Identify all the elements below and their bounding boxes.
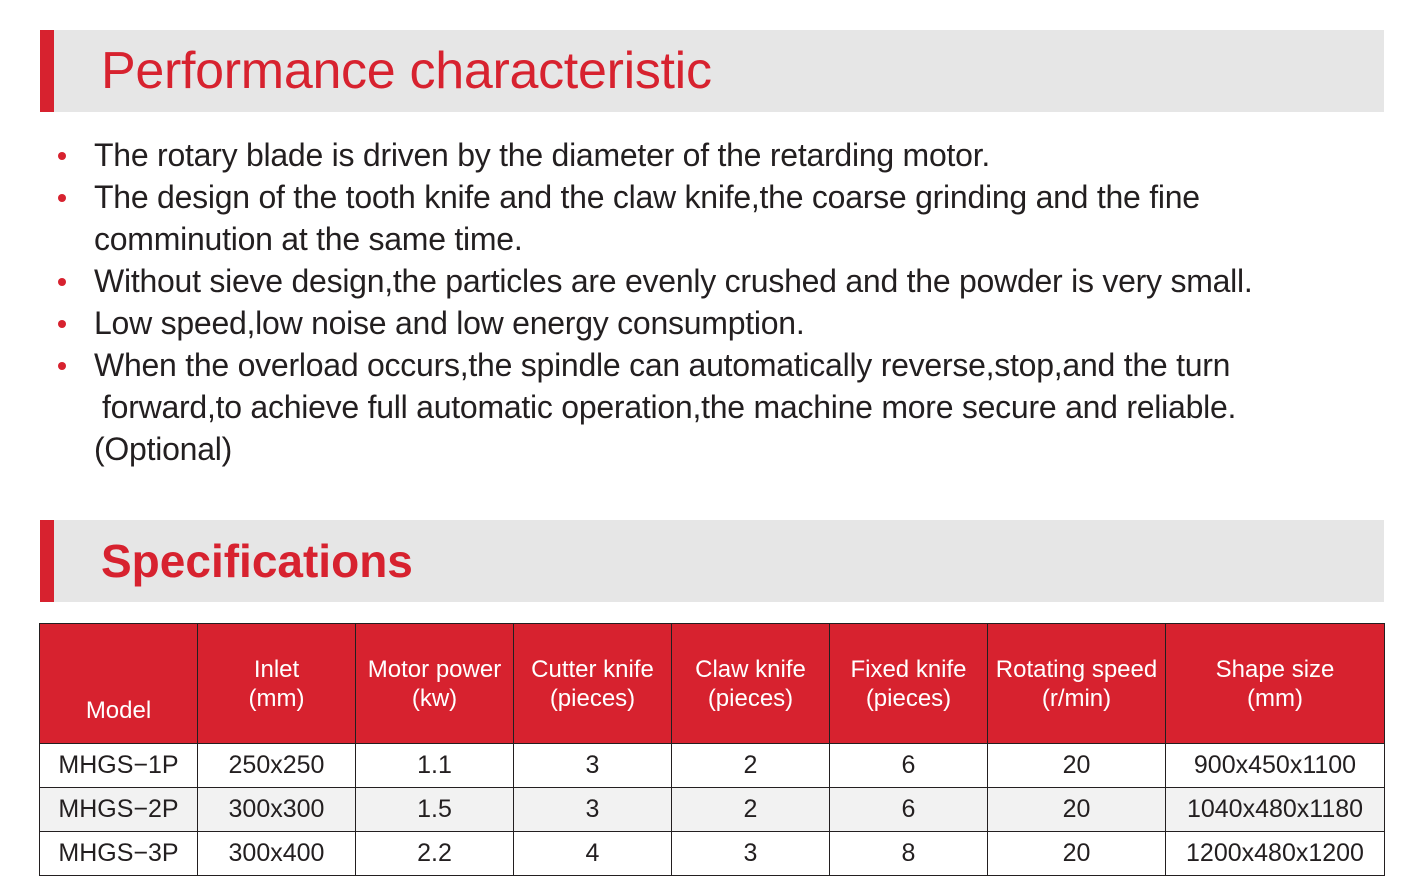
column-header-shape-size: Shape size (mm)	[1166, 624, 1385, 744]
column-header-cutter-knife: Cutter knife (pieces)	[514, 624, 672, 744]
table-row	[40, 744, 1385, 788]
cell-shape-size: 1200x480x1200	[1166, 832, 1385, 876]
cell-model: MHGS−1P	[40, 744, 198, 788]
cell-claw-knife: 2	[672, 788, 830, 832]
cell-model: MHGS−2P	[40, 788, 198, 832]
performance-section-header	[40, 30, 1384, 112]
bullet-dot-icon	[58, 278, 66, 286]
cell-fixed-knife: 8	[830, 832, 988, 876]
cell-motor-power: 2.2	[356, 832, 514, 876]
table-header-row	[40, 624, 1385, 744]
cell-model: MHGS−3P	[40, 832, 198, 876]
bullet-item: The design of the tooth knife and the claw knife,the coarse grinding and the fine comminution at the same time.	[54, 176, 1424, 260]
cell-motor-power: 1.5	[356, 788, 514, 832]
cell-inlet: 250x250	[198, 744, 356, 788]
column-header-motor-power: Motor power (kw)	[356, 624, 514, 744]
column-header-inlet: Inlet (mm)	[198, 624, 356, 744]
performance-title: Performance characteristic	[101, 42, 712, 100]
table-row	[40, 832, 1385, 876]
cell-inlet: 300x400	[198, 832, 356, 876]
bullet-item: The rotary blade is driven by the diameter of the retarding motor.	[54, 134, 1424, 176]
bullet-item: When the overload occurs,the spindle can automatically reverse,stop,and the turn forward,to achieve full automatic operation,the machine more secure and reliable. (Optional)	[54, 344, 1424, 470]
bullet-item: Without sieve design,the particles are evenly crushed and the powder is very small.	[54, 260, 1424, 302]
cell-fixed-knife: 6	[830, 788, 988, 832]
cell-shape-size: 1040x480x1180	[1166, 788, 1385, 832]
performance-bullet-list	[54, 134, 1424, 470]
cell-rotating-speed: 20	[988, 788, 1166, 832]
accent-bar	[40, 520, 54, 602]
column-header-model: Model	[40, 624, 198, 744]
accent-bar	[40, 30, 54, 112]
column-header-claw-knife: Claw knife (pieces)	[672, 624, 830, 744]
specifications-title: Specifications	[101, 535, 413, 587]
cell-fixed-knife: 6	[830, 744, 988, 788]
cell-rotating-speed: 20	[988, 832, 1166, 876]
bullet-dot-icon	[58, 152, 66, 160]
cell-inlet: 300x300	[198, 788, 356, 832]
cell-cutter-knife: 4	[514, 832, 672, 876]
cell-claw-knife: 2	[672, 744, 830, 788]
bullet-dot-icon	[58, 194, 66, 202]
bullet-dot-icon	[58, 362, 66, 370]
cell-cutter-knife: 3	[514, 744, 672, 788]
column-header-fixed-knife: Fixed knife (pieces)	[830, 624, 988, 744]
cell-claw-knife: 3	[672, 832, 830, 876]
specifications-section-header	[40, 520, 1384, 602]
bullet-item: Low speed,low noise and low energy consumption.	[54, 302, 1424, 344]
cell-shape-size: 900x450x1100	[1166, 744, 1385, 788]
cell-motor-power: 1.1	[356, 744, 514, 788]
specifications-table	[39, 623, 1385, 876]
table-row	[40, 788, 1385, 832]
cell-rotating-speed: 20	[988, 744, 1166, 788]
column-header-rotating-speed: Rotating speed (r/min)	[988, 624, 1166, 744]
cell-cutter-knife: 3	[514, 788, 672, 832]
bullet-dot-icon	[58, 320, 66, 328]
